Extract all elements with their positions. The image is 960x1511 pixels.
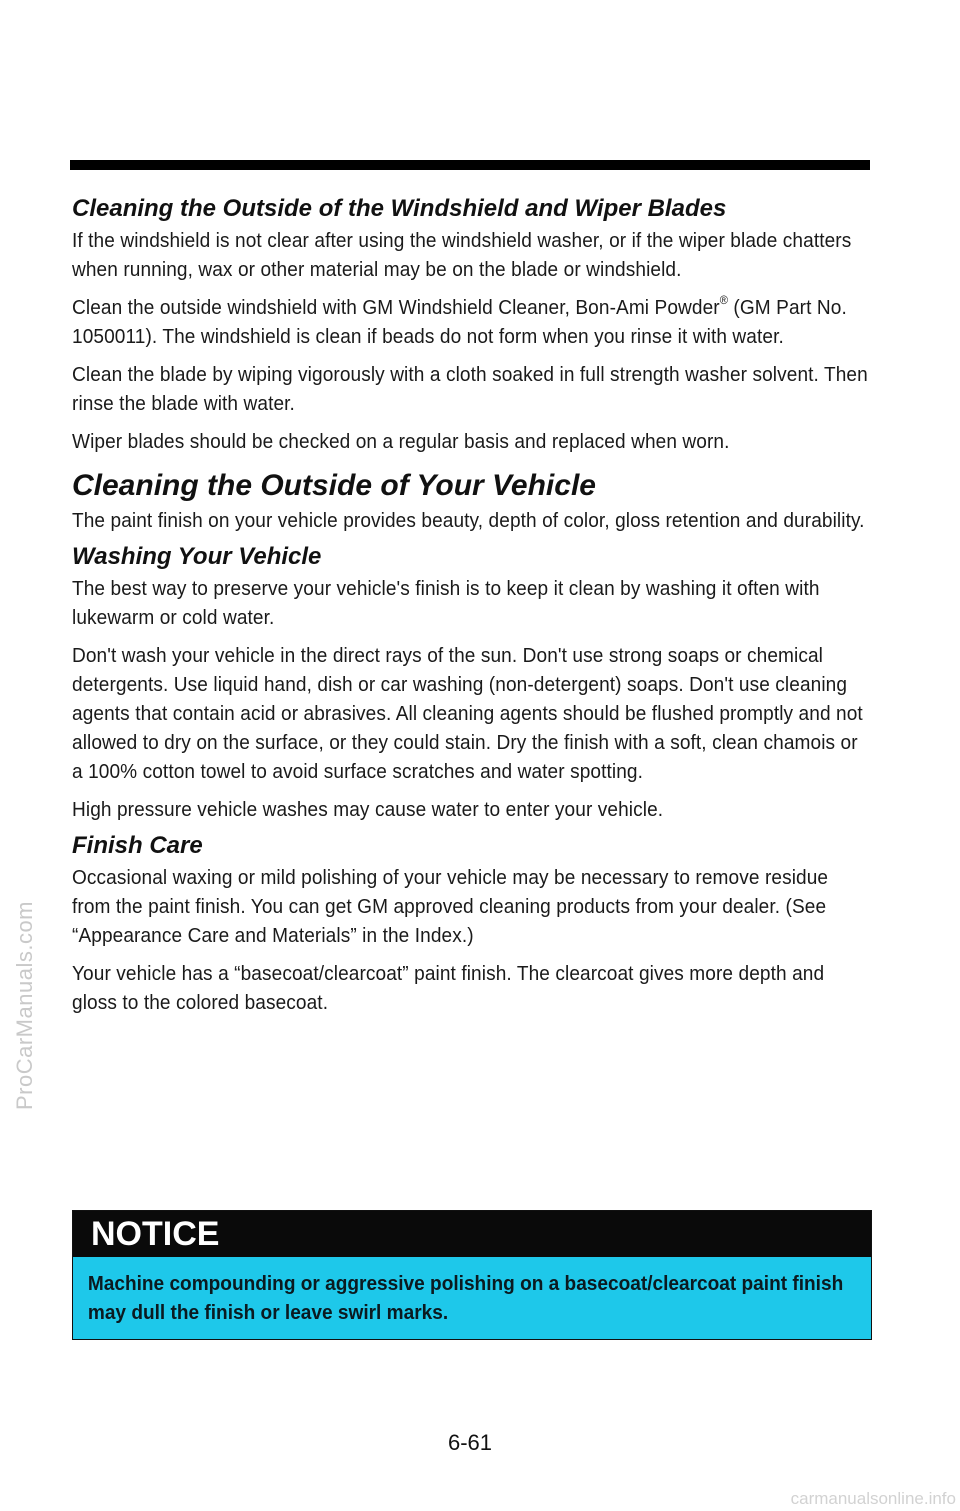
heading-windshield: Cleaning the Outside of the Windshield and Wiper Blades bbox=[72, 195, 727, 222]
page-number: 6-61 bbox=[447, 1430, 493, 1455]
paragraph-windshield-2-start: Clean the outside windshield with GM Windshield Cleaner, Bon-Ami Powder bbox=[72, 296, 720, 319]
paragraph-washing-3: High pressure vehicle washes may cause water to enter your vehicle. bbox=[72, 798, 664, 821]
paragraph-outside-1: The paint finish on your vehicle provides beauty, depth of color, gloss retention and durability. bbox=[72, 509, 865, 532]
bottom-watermark: carmanualsonline.info bbox=[790, 1489, 956, 1508]
notice-box bbox=[72, 1210, 872, 1340]
notice-text: Machine compounding or aggressive polishing on a basecoat/clearcoat paint finish may dull the finish or leave swirl marks. bbox=[87, 1272, 844, 1324]
paragraph-windshield-2 bbox=[72, 293, 872, 351]
paragraph-finish-1: Occasional waxing or mild polishing of your vehicle may be necessary to remove residue from the paint finish. You can get GM approved cleaning products from your dealer. (See “Appearance Care and Materials” in the Index.) bbox=[72, 866, 829, 947]
paragraph-washing-1: The best way to preserve your vehicle's finish is to keep it clean by washing it often with lukewarm or cold water. bbox=[72, 577, 820, 629]
paragraph-windshield-2-rest: (GM Part No. 1050011). The windshield is clean if beads do not form when you rinse it with water. bbox=[72, 296, 847, 348]
paragraph-finish-2: Your vehicle has a “basecoat/clearcoat” paint finish. The clearcoat gives more depth and gloss to the colored basecoat. bbox=[72, 962, 825, 1014]
registered-mark: ® bbox=[719, 293, 729, 307]
side-watermark: ProCarManuals.com bbox=[12, 900, 37, 1110]
paragraph-windshield-3: Clean the blade by wiping vigorously with a cloth soaked in full strength washer solvent. Then rinse the blade with water. bbox=[72, 363, 868, 415]
heading-finish-care: Finish Care bbox=[72, 832, 203, 859]
paragraph-windshield-4: Wiper blades should be checked on a regular basis and replaced when worn. bbox=[72, 430, 730, 453]
paragraph-washing-2: Don't wash your vehicle in the direct rays of the sun. Don't use strong soaps or chemical detergents. Use liquid hand, dish or car washing (non-detergent) soaps. Don't use cleaning agents that contain acid or abrasives. All cleaning agents should be flushed promptly and not allowed to dry on the surface, or they could stain. Dry the finish with a soft, clean chamois or a 100% cotton towel to avoid surface scratches and water spotting. bbox=[72, 644, 863, 783]
notice-title: NOTICE bbox=[73, 1211, 871, 1257]
paragraph-windshield-1: If the windshield is not clear after using the windshield washer, or if the wiper blade chatters when running, wax or other material may be on the blade or windshield. bbox=[72, 229, 852, 281]
top-rule bbox=[70, 160, 870, 170]
heading-outside-vehicle: Cleaning the Outside of Your Vehicle bbox=[72, 469, 596, 502]
page-content bbox=[72, 192, 872, 1017]
heading-washing: Washing Your Vehicle bbox=[72, 543, 322, 570]
